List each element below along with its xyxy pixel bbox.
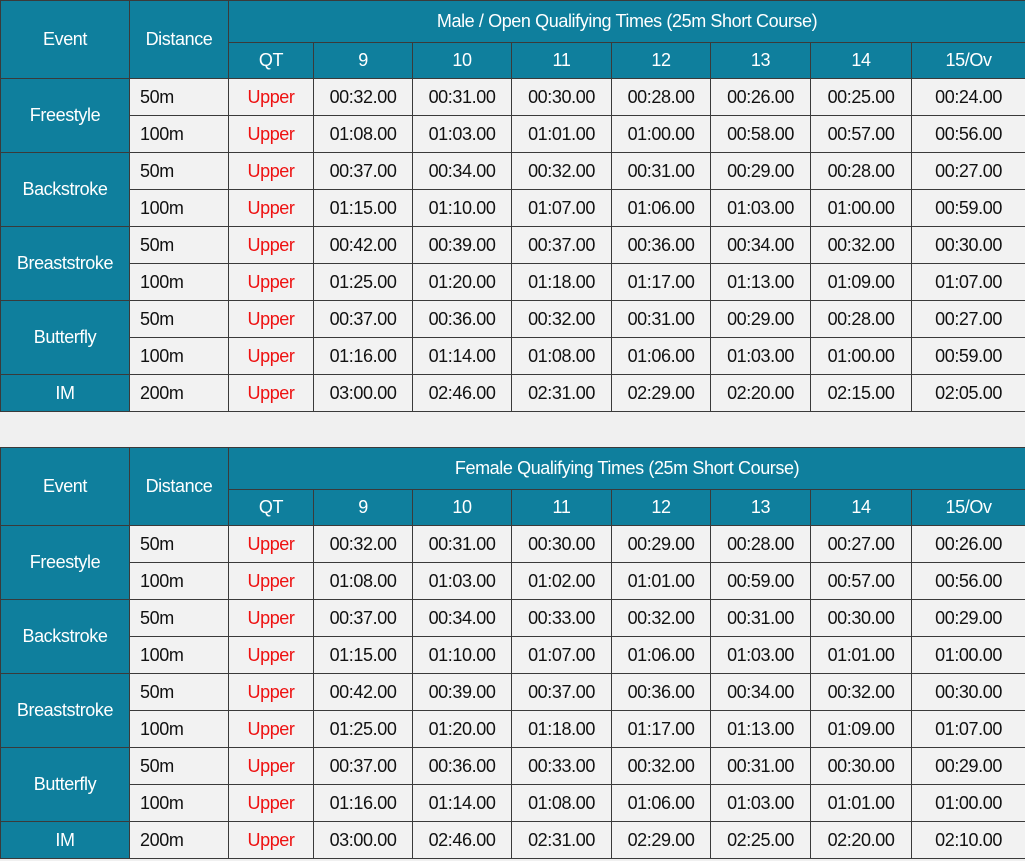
time-cell: 01:17.00 xyxy=(612,711,711,748)
time-cell: 00:30.00 xyxy=(512,526,612,563)
time-cell: 00:37.00 xyxy=(314,600,413,637)
time-cell: 01:06.00 xyxy=(612,637,711,674)
time-cell: 02:46.00 xyxy=(413,822,512,859)
time-cell: 00:29.00 xyxy=(612,526,711,563)
qt-cell: Upper xyxy=(229,637,314,674)
distance-cell: 50m xyxy=(130,227,229,264)
qt-cell: Upper xyxy=(229,822,314,859)
table-row xyxy=(1,301,1025,338)
time-cell: 00:36.00 xyxy=(612,674,711,711)
time-cell: 01:03.00 xyxy=(711,190,811,227)
time-cell: 00:32.00 xyxy=(314,79,413,116)
time-cell: 00:42.00 xyxy=(314,674,413,711)
column-header-age-9: 9 xyxy=(314,43,413,79)
time-cell: 01:09.00 xyxy=(811,711,912,748)
time-cell: 00:36.00 xyxy=(612,227,711,264)
time-cell: 00:39.00 xyxy=(413,674,512,711)
qt-cell: Upper xyxy=(229,674,314,711)
time-cell: 01:16.00 xyxy=(314,338,413,375)
time-cell: 00:26.00 xyxy=(912,526,1025,563)
column-header-age-9: 9 xyxy=(314,490,413,526)
time-cell: 00:36.00 xyxy=(413,748,512,785)
time-cell: 01:07.00 xyxy=(912,264,1025,301)
time-cell: 01:08.00 xyxy=(314,563,413,600)
qt-cell: Upper xyxy=(229,785,314,822)
time-cell: 00:34.00 xyxy=(413,153,512,190)
time-cell: 00:29.00 xyxy=(912,748,1025,785)
time-cell: 01:15.00 xyxy=(314,190,413,227)
time-cell: 01:18.00 xyxy=(512,711,612,748)
time-cell: 00:33.00 xyxy=(512,600,612,637)
column-header-qt: QT xyxy=(229,43,314,79)
time-cell: 00:34.00 xyxy=(711,227,811,264)
column-header-age-13: 13 xyxy=(711,43,811,79)
time-cell: 00:27.00 xyxy=(912,301,1025,338)
table-row xyxy=(1,116,1025,153)
time-cell: 00:37.00 xyxy=(512,227,612,264)
time-cell: 00:32.00 xyxy=(512,153,612,190)
qt-cell: Upper xyxy=(229,600,314,637)
time-cell: 01:13.00 xyxy=(711,264,811,301)
distance-cell: 50m xyxy=(130,600,229,637)
time-cell: 00:32.00 xyxy=(811,227,912,264)
time-cell: 01:06.00 xyxy=(612,785,711,822)
column-header-age-12: 12 xyxy=(612,490,711,526)
table-row xyxy=(1,637,1025,674)
time-cell: 00:31.00 xyxy=(612,301,711,338)
event-name: Breaststroke xyxy=(1,227,130,301)
time-cell: 00:30.00 xyxy=(811,748,912,785)
event-name: Butterfly xyxy=(1,301,130,375)
time-cell: 02:15.00 xyxy=(811,375,912,412)
time-cell: 00:27.00 xyxy=(811,526,912,563)
time-cell: 03:00.00 xyxy=(314,822,413,859)
time-cell: 00:34.00 xyxy=(711,674,811,711)
table-row xyxy=(1,338,1025,375)
time-cell: 00:31.00 xyxy=(711,600,811,637)
time-cell: 01:07.00 xyxy=(512,190,612,227)
distance-cell: 50m xyxy=(130,153,229,190)
time-cell: 00:28.00 xyxy=(612,79,711,116)
time-cell: 00:42.00 xyxy=(314,227,413,264)
time-cell: 00:32.00 xyxy=(612,748,711,785)
time-cell: 03:00.00 xyxy=(314,375,413,412)
time-cell: 00:58.00 xyxy=(711,116,811,153)
column-header-age-11: 11 xyxy=(512,490,612,526)
time-cell: 00:56.00 xyxy=(912,563,1025,600)
time-cell: 00:26.00 xyxy=(711,79,811,116)
time-cell: 00:57.00 xyxy=(811,116,912,153)
time-cell: 00:57.00 xyxy=(811,563,912,600)
time-cell: 00:25.00 xyxy=(811,79,912,116)
time-cell: 00:59.00 xyxy=(912,338,1025,375)
column-header-age-13: 13 xyxy=(711,490,811,526)
time-cell: 01:18.00 xyxy=(512,264,612,301)
distance-header: Distance xyxy=(130,1,229,79)
time-cell: 00:59.00 xyxy=(912,190,1025,227)
time-cell: 00:37.00 xyxy=(314,748,413,785)
time-cell: 00:28.00 xyxy=(711,526,811,563)
distance-cell: 200m xyxy=(130,375,229,412)
time-cell: 01:07.00 xyxy=(512,637,612,674)
column-header-age-10: 10 xyxy=(413,43,512,79)
column-header-age-14: 14 xyxy=(811,490,912,526)
event-name: IM xyxy=(1,822,130,859)
qt-cell: Upper xyxy=(229,190,314,227)
table-row xyxy=(1,822,1025,859)
time-cell: 00:31.00 xyxy=(612,153,711,190)
distance-cell: 50m xyxy=(130,748,229,785)
time-cell: 00:28.00 xyxy=(811,153,912,190)
event-header: Event xyxy=(1,1,130,79)
column-header-age-11: 11 xyxy=(512,43,612,79)
time-cell: 01:25.00 xyxy=(314,264,413,301)
time-cell: 01:07.00 xyxy=(912,711,1025,748)
time-cell: 01:03.00 xyxy=(413,563,512,600)
qt-cell: Upper xyxy=(229,711,314,748)
time-cell: 00:28.00 xyxy=(811,301,912,338)
time-cell: 02:10.00 xyxy=(912,822,1025,859)
table-row xyxy=(1,674,1025,711)
column-header-age-15-over: 15/Ov xyxy=(912,43,1025,79)
distance-cell: 200m xyxy=(130,822,229,859)
female-qualifying-times-table xyxy=(0,447,1025,859)
time-cell: 00:59.00 xyxy=(711,563,811,600)
table-row xyxy=(1,79,1025,116)
distance-cell: 50m xyxy=(130,526,229,563)
time-cell: 02:25.00 xyxy=(711,822,811,859)
time-cell: 01:14.00 xyxy=(413,338,512,375)
time-cell: 00:56.00 xyxy=(912,116,1025,153)
time-cell: 01:03.00 xyxy=(711,637,811,674)
time-cell: 01:13.00 xyxy=(711,711,811,748)
time-cell: 02:46.00 xyxy=(413,375,512,412)
qt-cell: Upper xyxy=(229,375,314,412)
qt-cell: Upper xyxy=(229,227,314,264)
qt-cell: Upper xyxy=(229,748,314,785)
column-header-age-10: 10 xyxy=(413,490,512,526)
event-name: Freestyle xyxy=(1,526,130,600)
time-cell: 01:00.00 xyxy=(811,190,912,227)
time-cell: 00:30.00 xyxy=(512,79,612,116)
time-cell: 00:27.00 xyxy=(912,153,1025,190)
time-cell: 01:08.00 xyxy=(512,338,612,375)
time-cell: 00:31.00 xyxy=(413,526,512,563)
distance-cell: 100m xyxy=(130,338,229,375)
time-cell: 00:37.00 xyxy=(512,674,612,711)
time-cell: 00:33.00 xyxy=(512,748,612,785)
event-name: Breaststroke xyxy=(1,674,130,748)
time-cell: 01:17.00 xyxy=(612,264,711,301)
time-cell: 01:03.00 xyxy=(413,116,512,153)
time-cell: 00:24.00 xyxy=(912,79,1025,116)
distance-cell: 100m xyxy=(130,116,229,153)
time-cell: 01:10.00 xyxy=(413,637,512,674)
time-cell: 01:25.00 xyxy=(314,711,413,748)
time-cell: 00:32.00 xyxy=(612,600,711,637)
table-row xyxy=(1,375,1025,412)
distance-cell: 50m xyxy=(130,79,229,116)
male-qualifying-times-table xyxy=(0,0,1025,412)
table-row xyxy=(1,711,1025,748)
time-cell: 02:31.00 xyxy=(512,375,612,412)
time-cell: 02:05.00 xyxy=(912,375,1025,412)
table-row xyxy=(1,785,1025,822)
event-name: Freestyle xyxy=(1,79,130,153)
time-cell: 02:20.00 xyxy=(811,822,912,859)
time-cell: 02:20.00 xyxy=(711,375,811,412)
column-header-qt: QT xyxy=(229,490,314,526)
distance-cell: 100m xyxy=(130,637,229,674)
table-row xyxy=(1,563,1025,600)
table-row xyxy=(1,526,1025,563)
time-cell: 01:01.00 xyxy=(512,116,612,153)
time-cell: 00:32.00 xyxy=(811,674,912,711)
event-header: Event xyxy=(1,448,130,526)
time-cell: 01:01.00 xyxy=(811,785,912,822)
time-cell: 01:01.00 xyxy=(811,637,912,674)
table-row xyxy=(1,264,1025,301)
qt-cell: Upper xyxy=(229,153,314,190)
time-cell: 00:36.00 xyxy=(413,301,512,338)
distance-cell: 50m xyxy=(130,674,229,711)
time-cell: 01:08.00 xyxy=(512,785,612,822)
event-name: IM xyxy=(1,375,130,412)
time-cell: 00:39.00 xyxy=(413,227,512,264)
time-cell: 00:30.00 xyxy=(811,600,912,637)
table-row xyxy=(1,190,1025,227)
table-row xyxy=(1,227,1025,264)
time-cell: 01:15.00 xyxy=(314,637,413,674)
qt-cell: Upper xyxy=(229,526,314,563)
qt-cell: Upper xyxy=(229,563,314,600)
time-cell: 00:29.00 xyxy=(711,153,811,190)
event-name: Butterfly xyxy=(1,748,130,822)
distance-cell: 100m xyxy=(130,563,229,600)
table-row xyxy=(1,748,1025,785)
time-cell: 01:02.00 xyxy=(512,563,612,600)
table-row xyxy=(1,153,1025,190)
time-cell: 01:00.00 xyxy=(912,637,1025,674)
time-cell: 01:06.00 xyxy=(612,338,711,375)
distance-header: Distance xyxy=(130,448,229,526)
time-cell: 01:08.00 xyxy=(314,116,413,153)
time-cell: 02:29.00 xyxy=(612,822,711,859)
qt-cell: Upper xyxy=(229,301,314,338)
distance-cell: 100m xyxy=(130,190,229,227)
time-cell: 00:34.00 xyxy=(413,600,512,637)
column-header-age-12: 12 xyxy=(612,43,711,79)
time-cell: 01:06.00 xyxy=(612,190,711,227)
time-cell: 01:20.00 xyxy=(413,264,512,301)
time-cell: 00:30.00 xyxy=(912,674,1025,711)
table-row xyxy=(1,600,1025,637)
time-cell: 01:00.00 xyxy=(912,785,1025,822)
time-cell: 00:29.00 xyxy=(912,600,1025,637)
time-cell: 01:00.00 xyxy=(612,116,711,153)
time-cell: 00:31.00 xyxy=(711,748,811,785)
qt-cell: Upper xyxy=(229,79,314,116)
event-name: Backstroke xyxy=(1,153,130,227)
distance-cell: 50m xyxy=(130,301,229,338)
time-cell: 01:03.00 xyxy=(711,338,811,375)
qt-cell: Upper xyxy=(229,338,314,375)
time-cell: 01:10.00 xyxy=(413,190,512,227)
table-title: Female Qualifying Times (25m Short Course) xyxy=(229,448,1025,490)
column-header-age-14: 14 xyxy=(811,43,912,79)
time-cell: 01:01.00 xyxy=(612,563,711,600)
table-title: Male / Open Qualifying Times (25m Short Course) xyxy=(229,1,1025,43)
time-cell: 02:31.00 xyxy=(512,822,612,859)
time-cell: 00:32.00 xyxy=(512,301,612,338)
column-header-age-15-over: 15/Ov xyxy=(912,490,1025,526)
time-cell: 00:31.00 xyxy=(413,79,512,116)
time-cell: 01:09.00 xyxy=(811,264,912,301)
time-cell: 01:16.00 xyxy=(314,785,413,822)
qt-cell: Upper xyxy=(229,116,314,153)
distance-cell: 100m xyxy=(130,785,229,822)
time-cell: 00:37.00 xyxy=(314,153,413,190)
time-cell: 00:29.00 xyxy=(711,301,811,338)
time-cell: 01:20.00 xyxy=(413,711,512,748)
time-cell: 01:03.00 xyxy=(711,785,811,822)
time-cell: 00:32.00 xyxy=(314,526,413,563)
time-cell: 01:14.00 xyxy=(413,785,512,822)
time-cell: 01:00.00 xyxy=(811,338,912,375)
time-cell: 00:30.00 xyxy=(912,227,1025,264)
time-cell: 00:37.00 xyxy=(314,301,413,338)
qt-cell: Upper xyxy=(229,264,314,301)
time-cell: 02:29.00 xyxy=(612,375,711,412)
event-name: Backstroke xyxy=(1,600,130,674)
distance-cell: 100m xyxy=(130,711,229,748)
distance-cell: 100m xyxy=(130,264,229,301)
